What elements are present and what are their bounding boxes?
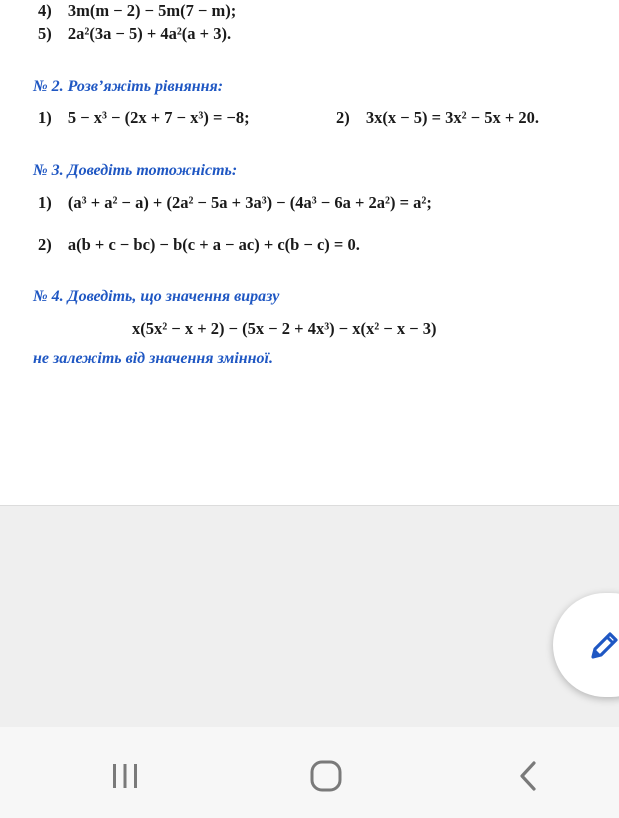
exercise-item [38,24,231,44]
item-number: 5) [38,24,52,43]
item-expression: 5 − x³ − (2x + 7 − x³) = −8; [67,108,250,127]
item-expression: a(b + c − bc) − b(c + a − ac) + c(b − c) = 0. [67,235,360,254]
exercise-item [38,235,360,255]
task-4-footer: не залежіть від значення змінної. [33,350,273,367]
exercise-item [38,108,250,128]
item-expression: 2a²(3a − 5) + 4a²(a + 3). [67,24,232,43]
item-number: 2) [336,108,350,127]
item-expression: (a³ + a² − a) + (2a² − 5a + 3a³) − (4a³ − 6a + 2a²) = a²; [67,193,432,212]
home-icon [309,759,343,793]
task-4-expression: x(5x² − x + 2) − (5x − 2 + 4x³) − x(x² − x − 3) [132,319,437,338]
task-4-heading: № 4. Доведіть, що значення виразу [33,288,280,305]
exercise-item [38,1,236,21]
task-3-heading: № 3. Доведіть тотожність: [33,162,238,179]
item-number: 1) [38,193,52,212]
recent-apps-button[interactable] [95,751,155,801]
home-button[interactable] [296,751,356,801]
task-2-heading: № 2. Розв’яжіть рівняння: [33,78,224,95]
back-icon [515,760,541,792]
item-number: 2) [38,235,52,254]
item-number: 1) [38,108,52,127]
back-button[interactable] [498,751,558,801]
item-number: 4) [38,1,52,20]
item-expression: 3x(x − 5) = 3x² − 5x + 20. [365,108,540,127]
recent-apps-icon [109,762,141,790]
pencil-icon [587,629,619,663]
edit-button[interactable] [553,593,619,697]
item-expression: 3m(m − 2) − 5m(7 − m); [67,1,237,20]
exercise-item [336,108,539,128]
exercise-item [38,193,432,213]
system-navigation-bar [0,727,619,818]
